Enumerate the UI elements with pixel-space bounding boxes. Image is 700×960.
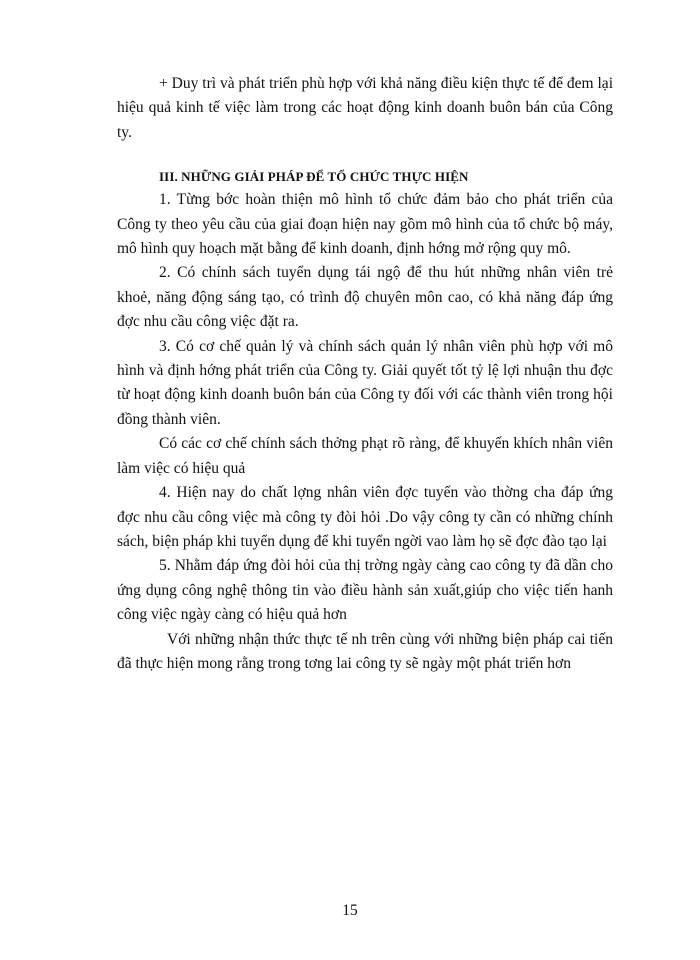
document-body [117, 72, 613, 676]
paragraph-item-2: 2. Có chính sách tuyển dụng tái ngộ để thu hút những nhân viên trẻ khoẻ, năng động sáng tạo, có trình độ chuyên môn cao, có khả năng đáp ứng đợc nhu cầu công việc đặt ra. [117, 264, 613, 331]
paragraph-reward-policy: Có các cơ chế chính sách thởng phạt rõ ràng, để khuyến khích nhân viên làm việc có hiệu quả [117, 435, 613, 477]
page-number: 15 [342, 902, 358, 919]
section-heading: III. NHỮNG GIẢI PHÁP ĐỂ TỔ CHỨC THỰC HIỆN [159, 169, 469, 185]
paragraph-item-4: 4. Hiện nay do chất lợng nhân viên đợc tuyển vào thờng cha đáp ứng đợc nhu cầu công việc mà công ty đòi hỏi .Do vậy công ty cần có những chính sách, biện pháp khi tuyển dụng để khi tuyển ngời vao làm họ sẽ đợc đào tạo lại [117, 484, 613, 550]
paragraph-item-1: 1. Từng bớc hoàn thiện mô hình tổ chức đảm bảo cho phát triển của Công ty theo yêu cầu của giai đoạn hiện nay gồm mô hình của tổ chức bộ máy, mô hình quy hoạch mặt bằng để kinh doanh, định hớng mở rộng quy mô. [117, 191, 613, 258]
paragraph-intro: + Duy trì và phát triển phù hợp với khả năng điều kiện thực tế để đem lại hiệu quả kinh tế việc làm trong các hoạt động kinh doanh buôn bán của Công ty. [117, 75, 613, 141]
paragraph-item-3: 3. Có cơ chế quản lý và chính sách quản lý nhân viên phù hợp với mô hình và định hớng phát triển của Công ty. Giải quyết tốt tỷ lệ lợi nhuận thu đợc từ hoạt động kinh doanh buôn bán của Công ty đối với các thành viên trong hội đồng thành viên. [117, 337, 613, 428]
paragraph-item-5: 5. Nhằm đáp ứng đòi hỏi của thị trờng ngày càng cao công ty đã dần cho ứng dụng công nghệ thông tin vào điều hành sản xuất,giúp cho việc tiến hanh công việc ngày càng có hiệu quả hơn [117, 557, 613, 624]
paragraph-conclusion: Với những nhận thức thực tế nh trên cùng với những biện pháp cai tiến đã thực hiện mong rằng trong tơng lai công ty sẽ ngày một phát triển hơn [117, 630, 613, 672]
